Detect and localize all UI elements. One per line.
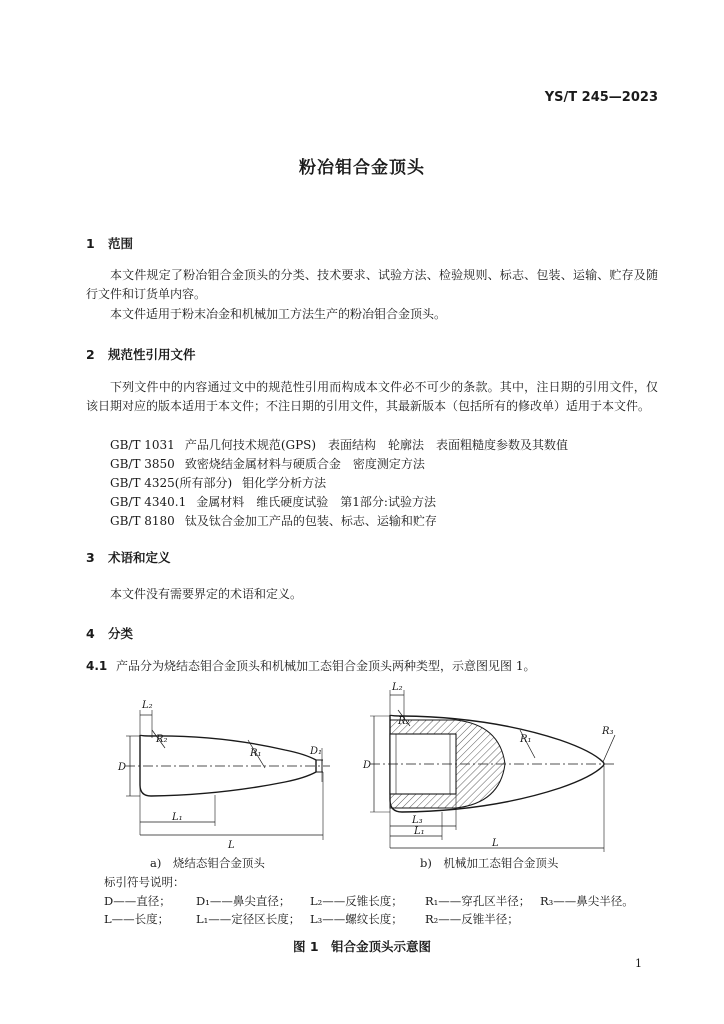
- section-2-heading: [86, 345, 196, 363]
- clause-4-1: [86, 657, 535, 674]
- section-1-para-2: 本文件适用于粉末冶金和机械加工方法生产的粉冶钼合金顶头。: [110, 307, 447, 321]
- reference-item: [110, 436, 578, 454]
- label-L2: L₂: [142, 700, 153, 711]
- legend-item: R₂——反锥半径；: [425, 912, 519, 926]
- label-L3: L₃: [412, 815, 423, 826]
- label-R2: R₂: [398, 716, 410, 727]
- reference-item: [110, 512, 447, 530]
- clause-text: 产品分为烧结态钼合金顶头和机械加工态钼合金顶头两种类型，示意图见图 1。: [116, 659, 536, 673]
- section-2-title: 规范性引用文件: [108, 347, 196, 362]
- section-3-heading: [86, 548, 171, 566]
- reference-item: [110, 455, 435, 473]
- reference-code: GB/T 1031: [110, 438, 175, 452]
- reference-title: 钼化学分析方法: [242, 476, 327, 490]
- section-4-title: 分类: [108, 626, 134, 641]
- legend-item: L₃——螺纹长度；: [310, 912, 403, 926]
- doc-number: YS/T 245—2023: [544, 90, 658, 105]
- reference-code: GB/T 4325(所有部分): [110, 476, 233, 490]
- section-1-number: 1: [86, 236, 95, 251]
- legend-item: L——长度；: [104, 912, 170, 926]
- label-R1: R₁: [520, 734, 532, 745]
- reference-title: 致密烧结金属材料与硬质合金 密度测定方法: [184, 457, 425, 471]
- label-L1: L₁: [172, 812, 183, 823]
- section-1-heading: [86, 234, 133, 252]
- figure-a-drawing: [100, 690, 350, 850]
- label-L1: L₁: [414, 826, 425, 837]
- section-3-para: 本文件没有需要界定的术语和定义。: [110, 587, 303, 601]
- R3-leader: [603, 735, 615, 762]
- legend-item: D——直径；: [104, 894, 171, 908]
- label-R1: R₁: [250, 748, 262, 759]
- page-number: 1: [635, 957, 642, 970]
- legend-title: 标引符号说明：: [104, 875, 185, 889]
- section-4-number: 4: [86, 626, 95, 641]
- legend-item: L₂——反锥长度；: [310, 894, 403, 908]
- reference-title: 钛及钛合金加工产品的包装、标志、运输和贮存: [184, 514, 437, 528]
- label-D: D: [118, 762, 127, 773]
- legend-item: L₁——定径区长度；: [196, 912, 301, 926]
- section-1-title: 范围: [108, 236, 134, 251]
- label-L: L: [228, 840, 235, 850]
- label-R3: R₃: [602, 726, 614, 737]
- section-1-para-1: 本文件规定了粉冶钼合金顶头的分类、技术要求、试验方法、检验规则、标志、包装、运输、贮存及随行文件和订货单内容。: [86, 268, 658, 301]
- reference-code: GB/T 4340.1: [110, 495, 187, 509]
- label-L2: L₂: [392, 682, 403, 693]
- figure-b-caption: b) 机械加工态钼合金顶头: [420, 856, 559, 870]
- section-2-number: 2: [86, 347, 95, 362]
- page-title: 粉冶钼合金顶头: [299, 158, 425, 178]
- reference-title: 产品几何技术规范(GPS) 表面结构 轮廓法 表面粗糙度参数及其数值: [184, 438, 569, 452]
- reference-code: GB/T 8180: [110, 514, 175, 528]
- legend-item: R₃——鼻尖半径。: [540, 894, 634, 908]
- figure-a-caption: a) 烧结态钼合金顶头: [150, 856, 265, 870]
- reference-item: [110, 493, 446, 511]
- figure-b-drawing: [360, 680, 620, 855]
- figure-title: 图 1 钼合金顶头示意图: [292, 939, 432, 954]
- reference-code: GB/T 3850: [110, 457, 175, 471]
- legend-item: D₁——鼻尖直径；: [196, 894, 291, 908]
- label-L: L: [492, 838, 499, 849]
- label-R2: R₂: [156, 734, 168, 745]
- label-D1: D₁: [310, 746, 323, 757]
- label-D: D: [363, 760, 372, 771]
- section-3-title: 术语和定义: [108, 550, 171, 565]
- clause-number: 4.1: [86, 659, 108, 673]
- section-3-number: 3: [86, 550, 95, 565]
- reference-item: [110, 474, 336, 492]
- legend-item: R₁——穿孔区半径；: [425, 894, 531, 908]
- reference-title: 金属材料 维氏硬度试验 第1部分:试验方法: [196, 495, 436, 509]
- section-2-para: 下列文件中的内容通过文中的规范性引用而构成本文件必不可少的条款。其中，注日期的引用文件，仅该日期对应的版本适用于本文件；不注日期的引用文件，其最新版本（包括所有的修改单）适用于本文件。: [86, 380, 658, 413]
- section-4-heading: [86, 624, 133, 642]
